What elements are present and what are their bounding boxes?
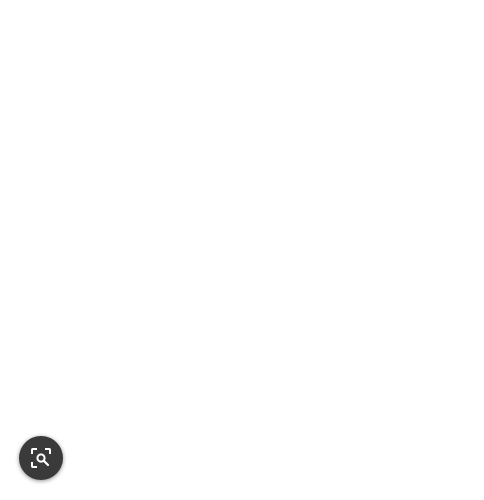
lens-search-icon [29, 446, 53, 470]
lens-search-button[interactable] [19, 436, 63, 480]
